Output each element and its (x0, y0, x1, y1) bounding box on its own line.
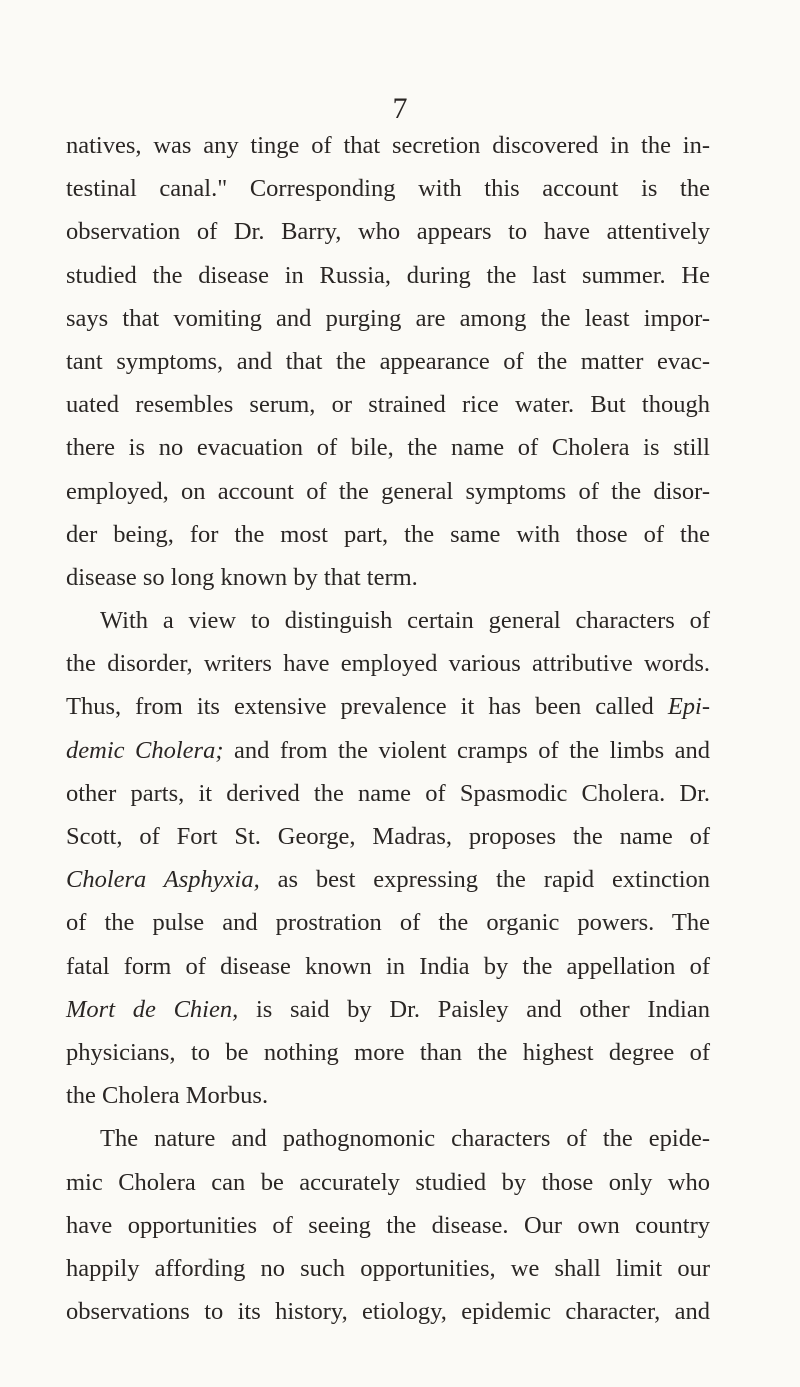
paragraph-1-line-10: der being, for the most part, the same with those of the (66, 520, 710, 548)
paragraph-2-line-1: With a view to distinguish certain general characters of (100, 607, 710, 635)
paragraph-2-line-3 (66, 685, 710, 728)
italic-term-cholera-asphyxia: Cholera Asphyxia, (66, 866, 260, 894)
paragraph-2-line-10 (66, 988, 710, 1031)
italic-term-epidemic: Epi- (667, 693, 710, 721)
page-number: 7 (392, 92, 408, 125)
paragraph-1-line-3: observation of Dr. Barry, who appears to have attentively (66, 218, 710, 246)
paragraph-3-line-1: The nature and pathognomonic characters of the epide- (100, 1125, 710, 1153)
paragraph-2-line-10-text: is said by Dr. Paisley and other Indian (238, 995, 710, 1023)
paragraph-1-line-4: studied the disease in Russia, during the last summer. He (66, 261, 710, 289)
paragraph-2-line-4-text: and from the violent cramps of the limbs and (223, 736, 710, 764)
paragraph-2-line-4 (66, 729, 710, 772)
paragraph-1-line-9: employed, on account of the general symptoms of the disor- (66, 477, 710, 505)
paragraph-1-line-8: there is no evacuation of bile, the name of Cholera is still (66, 434, 710, 462)
paragraph-2-line-3-text: Thus, from its extensive prevalence it has been called (66, 693, 668, 721)
italic-term-epidemic-cholera: demic Cholera; (66, 736, 224, 764)
paragraph-3-line-2: mic Cholera can be accurately studied by those only who (66, 1168, 710, 1196)
paragraph-2-line-7 (66, 858, 710, 901)
paragraph-1-line-5: says that vomiting and purging are among the least impor- (66, 304, 710, 332)
paragraph-2-line-2: the disorder, writers have employed various attributive words. (66, 650, 710, 678)
paragraph-2-line-11: physicians, to be nothing more than the highest degree of (66, 1038, 710, 1066)
page-body (66, 124, 710, 1333)
paragraph-1-line-7: uated resembles serum, or strained rice water. But though (66, 391, 710, 419)
paragraph-2-line-5: other parts, it derived the name of Spasmodic Cholera. Dr. (66, 779, 710, 807)
paragraph-2-line-8: of the pulse and prostration of the organic powers. The (66, 909, 710, 937)
paragraph-3-line-4: happily affording no such opportunities, we shall limit our (66, 1254, 710, 1282)
paragraph-2-line-9: fatal form of disease known in India by the appellation of (66, 952, 710, 980)
paragraph-2-line-12: the Cholera Morbus. (66, 1082, 269, 1110)
paragraph-1-line-6: tant symptoms, and that the appearance of the matter evac- (66, 347, 710, 375)
italic-term-mort-de-chien: Mort de Chien, (66, 995, 239, 1023)
paragraph-2-line-6: Scott, of Fort St. George, Madras, proposes the name of (66, 823, 710, 850)
paragraph-3-line-3: have opportunities of seeing the disease. Our own country (66, 1211, 710, 1239)
paragraph-1-line-11: disease so long known by that term. (66, 563, 418, 591)
paragraph-1-line-1: natives, was any tinge of that secretion discovered in the in- (66, 132, 710, 159)
paragraph-1-line-2: testinal canal." Corresponding with this account is the (66, 175, 710, 203)
paragraph-2-line-7-text: as best expressing the rapid extinction (259, 866, 711, 894)
paragraph-3-line-5: observations to its history, etiology, epidemic character, and (66, 1298, 710, 1326)
